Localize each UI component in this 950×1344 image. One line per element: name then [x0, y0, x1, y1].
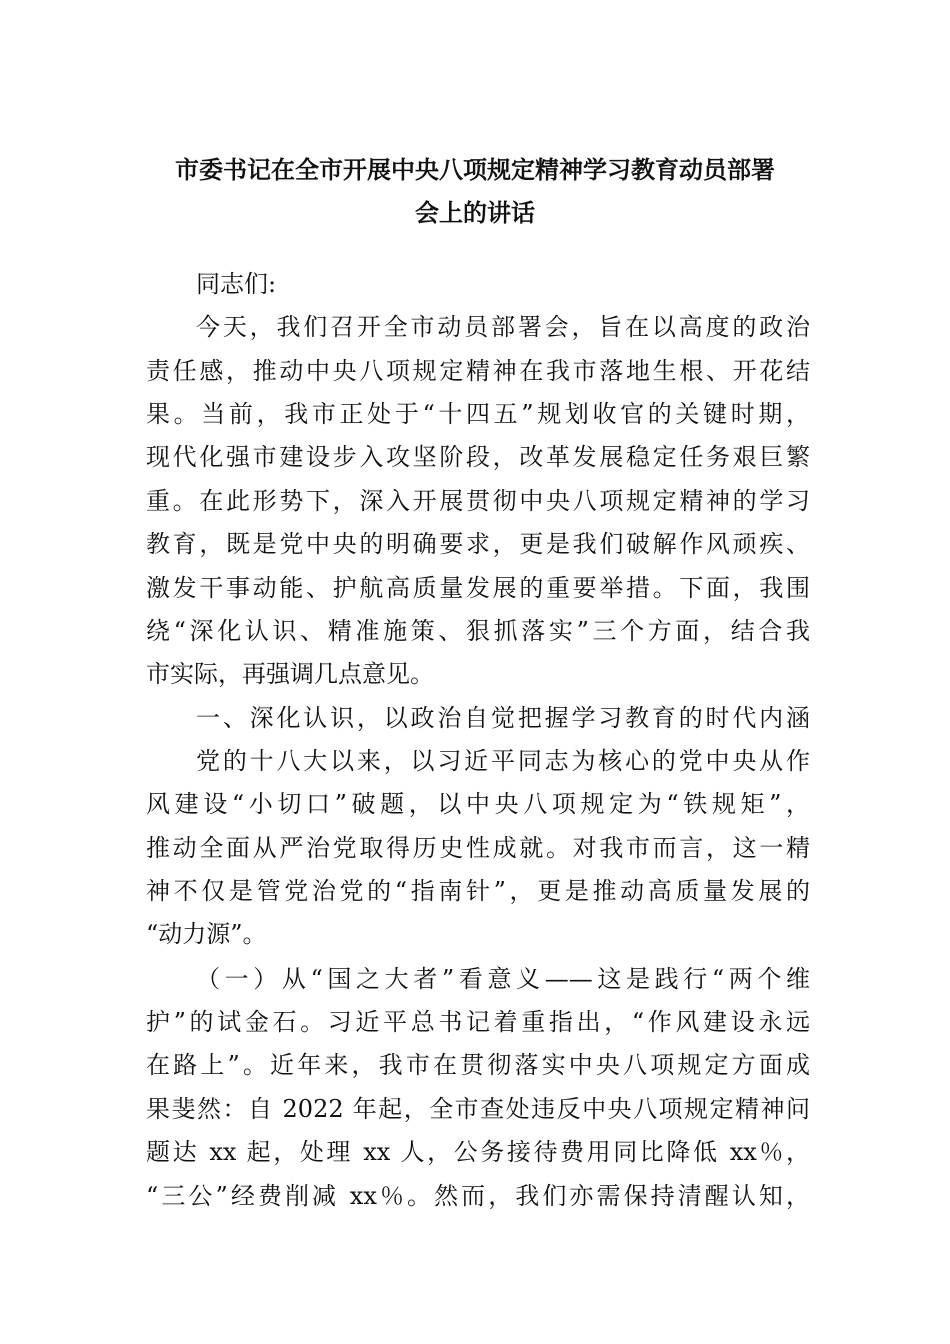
paragraph-line: 护”的试金石。习近平总书记着重指出，“作风建设永远	[146, 1008, 810, 1036]
paragraph-line: 风建设“小切口”破题，以中央八项规定为“铁规矩”，	[146, 790, 810, 818]
section-heading: 一、深化认识，以政治自觉把握学习教育的时代内涵	[196, 704, 810, 732]
paragraph-line: 党的十八大以来，以习近平同志为核心的党中央从作	[196, 747, 810, 775]
paragraph-line: 责任感，推动中央八项规定精神在我市落地生根、开花结	[146, 357, 810, 385]
paragraph-line: “动力源”。	[146, 920, 267, 948]
paragraph-line: 今天，我们召开全市动员部署会，旨在以高度的政治	[196, 313, 810, 341]
paragraph-line: 神不仅是管党治党的“指南针”，更是推动高质量发展的	[146, 877, 810, 905]
document-title-line-1: 市委书记在全市开展中央八项规定精神学习教育动员部署	[175, 156, 775, 184]
paragraph-line: 激发干事动能、护航高质量发展的重要举措。下面，我围	[146, 574, 810, 602]
paragraph-line: 教育，既是党中央的明确要求，更是我们破解作风顽疾、	[146, 530, 810, 558]
paragraph-line: 现代化强市建设步入攻坚阶段，改革发展稳定任务艰巨繁	[146, 443, 810, 471]
paragraph-line: 推动全面从严治党取得历史性成就。对我市而言，这一精	[146, 834, 810, 862]
document-title-line-2: 会上的讲话	[415, 199, 535, 227]
paragraph-line: 市实际，再强调几点意见。	[146, 660, 434, 688]
paragraph-line: 题达 xx 起，处理 xx 人，公务接待费用同比降低 xx％，	[146, 1138, 810, 1166]
paragraph-line: 绕“深化认识、精准施策、狠抓落实”三个方面，结合我	[146, 617, 810, 645]
paragraph-line: “三公”经费削减 xx％。然而，我们亦需保持清醒认知，	[146, 1182, 810, 1210]
paragraph-line: 果。当前，我市正处于“十四五”规划收官的关键时期，	[146, 400, 810, 428]
paragraph-line: 在路上”。近年来，我市在贯彻落实中央八项规定方面成	[146, 1051, 810, 1079]
paragraph-line: 果斐然：自 2022 年起，全市查处违反中央八项规定精神问	[146, 1095, 810, 1123]
subsection-line: （一）从“国之大者”看意义——这是践行“两个维	[196, 965, 810, 993]
paragraph-line: 重。在此形势下，深入开展贯彻中央八项规定精神的学习	[146, 487, 810, 515]
salutation: 同志们:	[196, 270, 277, 298]
